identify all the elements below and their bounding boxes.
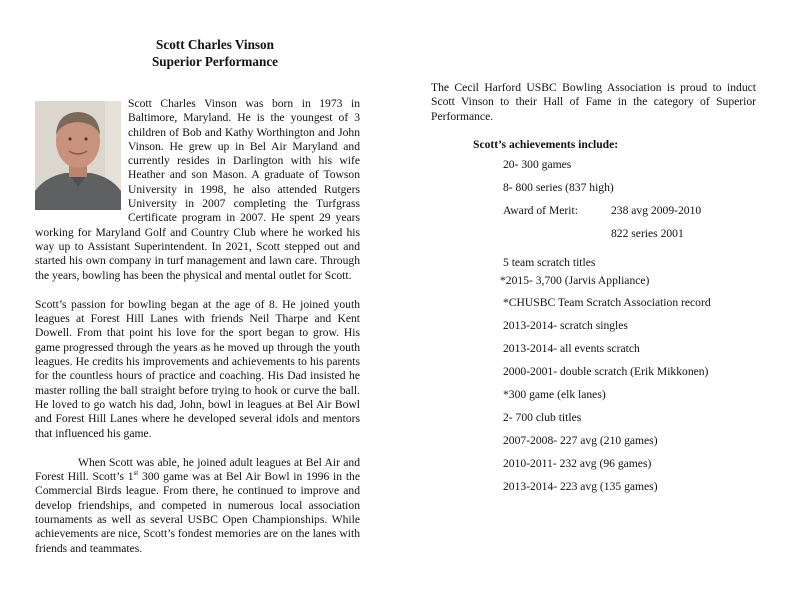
achievements-heading: Scott’s achievements include:	[473, 138, 619, 151]
achievement-item: 2013-2014- all events scratch	[503, 342, 640, 355]
achievement-item: 2000-2001- double scratch (Erik Mikkonen)	[503, 365, 709, 378]
bio-paragraph-3	[35, 456, 360, 556]
achievement-item: 8- 800 series (837 high)	[503, 181, 614, 194]
induction-category: Superior Performance	[151, 54, 279, 69]
induction-section	[431, 81, 756, 124]
achievement-item: 2007-2008- 227 avg (210 games)	[503, 434, 658, 447]
achievement-item: 2013-2014- scratch singles	[503, 319, 628, 332]
bio-paragraph-3-text-a: When Scott was able, he joined adult leagues at Bel Air and Forest Hill. Scott’s 1	[35, 455, 360, 484]
achievement-item: *2015- 3,700 (Jarvis Appliance)	[500, 274, 650, 287]
achievement-item: 2010-2011- 232 avg (96 games)	[503, 457, 652, 470]
achievement-item: 2013-2014- 223 avg (135 games)	[503, 480, 658, 493]
achievement-item: 2- 700 club titles	[503, 411, 582, 424]
document-title	[110, 36, 320, 70]
ordinal-superscript: st	[133, 469, 139, 478]
achievement-item: Award of Merit: 238 avg 2009-2010	[503, 204, 702, 217]
achievement-item: 5 team scratch titles	[503, 256, 596, 269]
bio-paragraph-2: Scott’s passion for bowling began at the age of 8. He joined youth leagues at Forest Hill Lanes with friends Neil Tharpe and Kent Dowell. From that point his love for the sport began to grow. His game progressed through the years as he moved up through the youth leagues. He credits his improvements and achievements to his parents for the countless hours of practice and coaching. His Dad insisted he master rolling the ball straight before trying to hook or curve the ball. He loved to go watch his dad, John, bowl in leagues at Bel Air Bowl and Forest Hill Lanes where he developed several idols and mentors that influenced his game.	[35, 297, 360, 440]
bio-paragraph-3-text-b: 300 game was at Bel Air Bowl in 1996 in the Commercial Birds league. From there, he continued to improve and develop friendships, and competed in numerous local association tournaments as well as several USBC Open Championships. While achievements are nice, Scott’s fondest memories are on the lanes with friends and teammates.	[35, 470, 360, 555]
bio-paragraph-1: Scott Charles Vinson was born in 1973 in Baltimore, Maryland. He is the youngest of 3 children of Bob and Kathy Worthington and John Vinson. He grew up in Bel Air Maryland and currently resides in Darlington with his wife Heather and son Mason. A graduate of Towson University in 1998, he also attended Rutgers University in 2007 completing the Turfgrass Certificate program in 2007. He spent 29 years working for Maryland Golf and Country Club where he worked his way up to Assistant Superintendent. In 2021, Scott stepped out and started his own company in turf management and lawn care. Through the years, bowling has been the physical and mental outlet for Scott.	[35, 97, 360, 282]
inductee-name: Scott Charles Vinson	[156, 37, 274, 52]
achievement-item: *CHUSBC Team Scratch Association record	[503, 296, 711, 309]
biography	[35, 97, 360, 556]
induction-intro: The Cecil Harford USBC Bowling Association is proud to induct Scott Vinson to their Hall of Fame in the category of Superior Performance.	[431, 81, 756, 123]
achievement-item: *300 game (elk lanes)	[503, 388, 606, 401]
achievement-item: 20- 300 games	[503, 158, 572, 171]
